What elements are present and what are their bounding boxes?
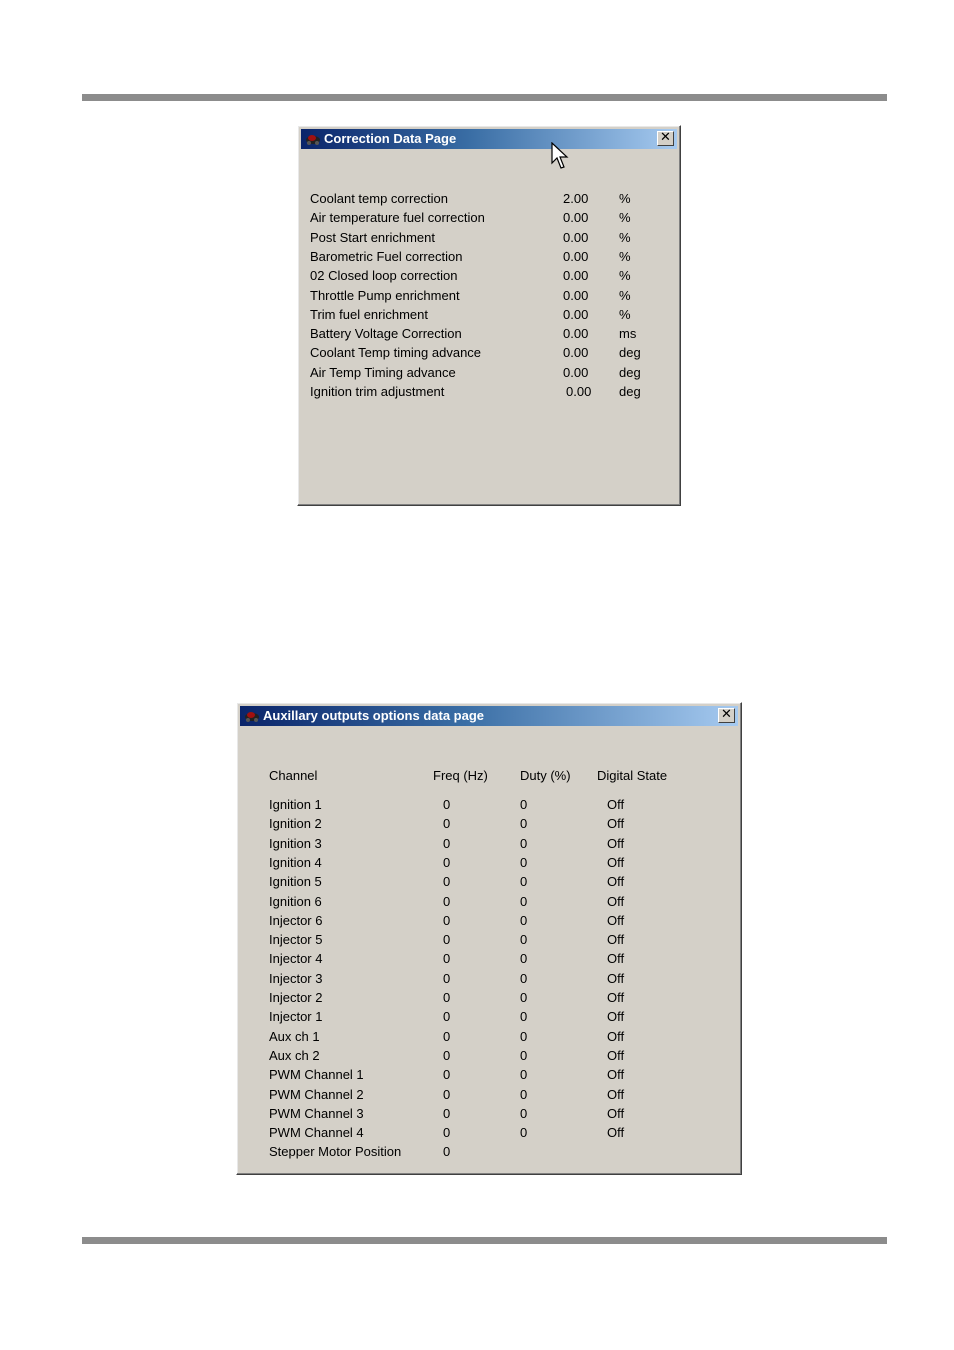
aux-channel-row: [269, 1046, 719, 1065]
correction-label: Air temperature fuel correction: [310, 210, 485, 226]
correction-value: 0.00: [563, 248, 589, 264]
correction-row: [310, 208, 670, 227]
freq-value: 0: [443, 1009, 451, 1025]
freq-value: 0: [443, 1144, 451, 1160]
digital-state-value: Off: [607, 797, 625, 812]
aux-channel-row: [269, 969, 719, 988]
channel-name: Injector 3: [269, 970, 323, 986]
freq-value: 0: [443, 854, 451, 870]
aux-channel-row: [269, 1142, 719, 1161]
digital-state-value: Off: [607, 874, 625, 890]
duty-value: 0: [520, 1105, 528, 1121]
correction-unit: %: [619, 229, 631, 245]
close-icon[interactable]: ✕: [657, 131, 674, 146]
top-divider: [82, 94, 887, 101]
digital-state-value: Off: [607, 970, 625, 986]
digital-state-value: Off: [607, 1028, 625, 1044]
aux-channel-row: [269, 892, 719, 911]
correction-row: [310, 382, 670, 401]
freq-value: 0: [443, 1067, 451, 1083]
correction-unit: deg: [619, 384, 641, 399]
correction-label: Battery Voltage Correction: [310, 326, 462, 342]
duty-value: 0: [520, 990, 528, 1005]
duty-value: 0: [520, 1086, 528, 1102]
freq-value: 0: [443, 1086, 451, 1102]
duty-value: 0: [520, 797, 528, 812]
channel-name: PWM Channel 3: [269, 1105, 364, 1121]
freq-value: 0: [443, 1125, 451, 1141]
duty-value: 0: [520, 893, 528, 909]
correction-value: 0.00: [563, 229, 589, 245]
correction-label: 02 Closed loop correction: [310, 268, 458, 284]
channel-name: Ignition 5: [269, 874, 322, 890]
correction-label: Air Temp Timing advance: [310, 364, 456, 380]
correction-unit: deg: [619, 364, 641, 380]
digital-state-value: Off: [607, 1067, 625, 1083]
header-digital-state: Digital State: [597, 768, 668, 783]
aux-titlebar[interactable]: [240, 706, 738, 726]
digital-state-value: Off: [607, 1105, 625, 1121]
channel-name: Injector 4: [269, 951, 323, 967]
correction-value: 0.00: [563, 345, 589, 361]
freq-value: 0: [443, 893, 451, 909]
duty-value: 0: [520, 970, 528, 986]
aux-channel-row: [269, 930, 719, 949]
correction-value: 0.00: [563, 306, 589, 322]
channel-name: PWM Channel 2: [269, 1086, 364, 1102]
correction-row: [310, 305, 670, 324]
correction-row: [310, 324, 670, 343]
duty-value: 0: [520, 1047, 528, 1063]
correction-value: 0.00: [563, 210, 589, 226]
correction-titlebar[interactable]: [301, 129, 677, 149]
duty-value: 0: [520, 932, 528, 948]
channel-name: Stepper Motor Position: [269, 1144, 402, 1160]
correction-row: [310, 363, 670, 382]
digital-state-value: Off: [607, 951, 625, 967]
aux-window-title: Auxillary outputs options data page: [263, 708, 485, 723]
mouse-pointer-icon: [551, 142, 569, 170]
correction-row: [310, 286, 670, 305]
duty-value: 0: [520, 1028, 528, 1044]
aux-channel-row: [269, 814, 719, 833]
correction-unit: %: [619, 268, 631, 284]
correction-row: [310, 228, 670, 247]
digital-state-value: Off: [607, 1086, 625, 1102]
aux-channel-row: [269, 1085, 719, 1104]
car-app-icon: [244, 709, 260, 723]
aux-outputs-window[interactable]: [236, 702, 742, 1175]
correction-value: 2.00: [563, 191, 589, 206]
correction-label: Barometric Fuel correction: [310, 248, 463, 264]
aux-channel-row: [269, 795, 719, 814]
correction-value: 0.00: [563, 268, 589, 284]
header-duty: Duty (%): [520, 768, 571, 783]
correction-value: 0.00: [563, 287, 589, 303]
digital-state-value: Off: [607, 912, 625, 928]
correction-unit: %: [619, 306, 631, 322]
channel-name: Aux ch 1: [269, 1028, 320, 1044]
correction-row: [310, 266, 670, 285]
car-app-icon: [305, 132, 321, 146]
digital-state-value: Off: [607, 893, 625, 909]
aux-channel-row: [269, 1007, 719, 1026]
digital-state-value: Off: [607, 990, 625, 1005]
correction-row: [310, 343, 670, 362]
channel-name: Ignition 4: [269, 854, 322, 870]
channel-name: Ignition 2: [269, 816, 322, 832]
correction-row: [310, 247, 670, 266]
freq-value: 0: [443, 912, 451, 928]
digital-state-value: Off: [607, 932, 625, 948]
digital-state-value: Off: [607, 816, 625, 832]
correction-unit: %: [619, 248, 631, 264]
correction-label: Ignition trim adjustment: [310, 384, 445, 399]
correction-unit: %: [619, 191, 631, 206]
duty-value: 0: [520, 816, 528, 832]
aux-channel-row: [269, 834, 719, 853]
duty-value: 0: [520, 951, 528, 967]
aux-channel-row: [269, 853, 719, 872]
header-channel: Channel: [269, 768, 318, 783]
aux-channel-row: [269, 1027, 719, 1046]
freq-value: 0: [443, 1047, 451, 1063]
close-icon[interactable]: ✕: [718, 708, 735, 723]
duty-value: 0: [520, 835, 528, 851]
aux-channel-row: [269, 988, 719, 1007]
digital-state-value: Off: [607, 1047, 625, 1063]
channel-name: Injector 6: [269, 912, 323, 928]
freq-value: 0: [443, 1105, 451, 1121]
freq-value: 0: [443, 990, 451, 1005]
aux-channel-row: [269, 872, 719, 891]
correction-unit: %: [619, 210, 631, 226]
channel-name: Injector 1: [269, 1009, 323, 1025]
correction-label: Trim fuel enrichment: [310, 306, 428, 322]
header-freq: Freq (Hz): [433, 768, 488, 783]
channel-name: PWM Channel 1: [269, 1067, 364, 1083]
freq-value: 0: [443, 816, 451, 832]
duty-value: 0: [520, 1067, 528, 1083]
correction-window-title: Correction Data Page: [324, 131, 457, 146]
freq-value: 0: [443, 1028, 451, 1044]
correction-label: Post Start enrichment: [310, 229, 435, 245]
correction-unit: ms: [619, 326, 637, 342]
digital-state-value: Off: [607, 1009, 625, 1025]
digital-state-value: Off: [607, 1125, 625, 1141]
digital-state-value: Off: [607, 835, 625, 851]
channel-name: PWM Channel 4: [269, 1125, 364, 1141]
freq-value: 0: [443, 797, 451, 812]
correction-value: 0.00: [563, 326, 589, 342]
correction-unit: deg: [619, 345, 641, 361]
channel-name: Ignition 1: [269, 797, 322, 812]
freq-value: 0: [443, 951, 451, 967]
correction-value: 0.00: [563, 364, 589, 380]
duty-value: 0: [520, 1125, 528, 1141]
correction-label: Coolant Temp timing advance: [310, 345, 482, 361]
freq-value: 0: [443, 970, 451, 986]
channel-name: Ignition 3: [269, 835, 322, 851]
freq-value: 0: [443, 932, 451, 948]
digital-state-value: Off: [607, 854, 625, 870]
duty-value: 0: [520, 874, 528, 890]
correction-value: 0.00: [566, 384, 592, 399]
correction-label: Throttle Pump enrichment: [310, 287, 460, 303]
aux-channel-row: [269, 911, 719, 930]
freq-value: 0: [443, 874, 451, 890]
correction-data-window[interactable]: [297, 125, 681, 506]
correction-unit: %: [619, 287, 631, 303]
bottom-divider: [82, 1237, 887, 1244]
aux-header-row: [269, 766, 719, 785]
aux-channel-row: [269, 1065, 719, 1084]
aux-channel-row: [269, 949, 719, 968]
correction-label: Coolant temp correction: [310, 191, 449, 206]
duty-value: 0: [520, 1009, 528, 1025]
correction-row: [310, 189, 670, 208]
channel-name: Injector 5: [269, 932, 323, 948]
duty-value: 0: [520, 912, 528, 928]
aux-channel-row: [269, 1104, 719, 1123]
channel-name: Injector 2: [269, 990, 323, 1005]
freq-value: 0: [443, 835, 451, 851]
channel-name: Ignition 6: [269, 893, 322, 909]
aux-channel-row: [269, 1123, 719, 1142]
channel-name: Aux ch 2: [269, 1047, 320, 1063]
duty-value: 0: [520, 854, 528, 870]
